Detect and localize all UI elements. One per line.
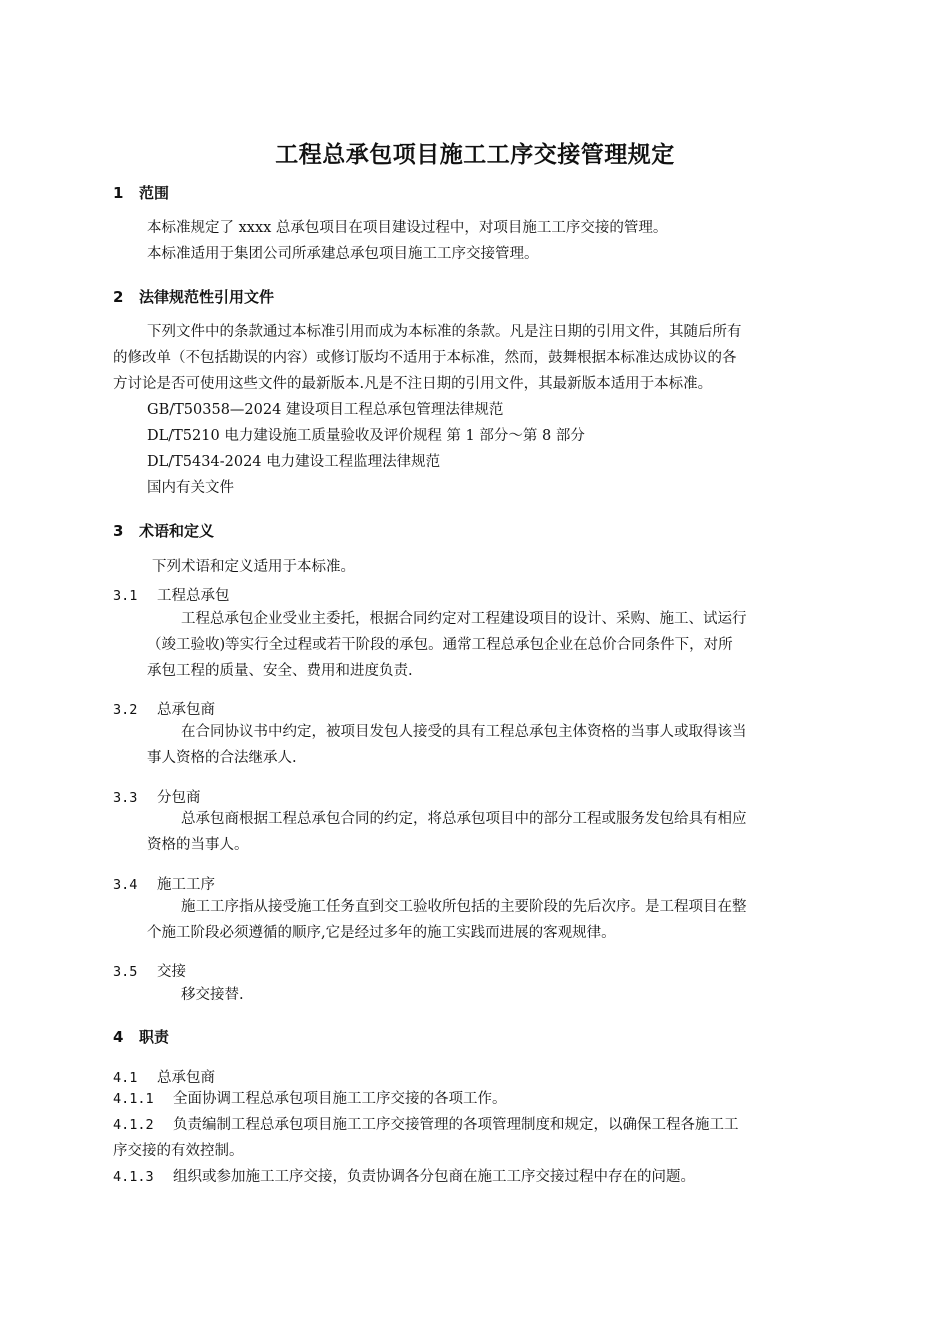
section-label: 术语和定义 (139, 522, 215, 540)
subsection-heading (113, 584, 230, 605)
subsection-heading (113, 873, 215, 894)
subsection-label: 总承包商 (157, 1070, 215, 1086)
paragraph-line: 在合同协议书中约定，被项目发包人接受的具有工程总承包主体资格的当事人或取得该当 (181, 724, 747, 740)
paragraph: 下列术语和定义适用于本标准。 (152, 559, 355, 575)
subsection-number: 3.4 (113, 877, 138, 893)
section-label: 范围 (139, 184, 170, 202)
subsection-number: 3.2 (113, 702, 138, 718)
paragraph: 本标准规定了 xxxx 总承包项目在项目建设过程中，对项目施工工序交接的管理。 (147, 220, 668, 236)
paragraph-line: 方讨论是否可使用这些文件的最新版本.凡是不注日期的引用文件，其最新版本适用于本标准。 (113, 376, 713, 392)
paragraph-line: 移交接替. (181, 987, 244, 1003)
subsection-label: 施工工序 (157, 877, 215, 893)
paragraph-line: 的修改单（不包括勘误的内容）或修订版均不适用于本标准，然而，鼓舞根据本标准达成协议的各 (113, 350, 737, 366)
clause-number: 4.1.3 (113, 1169, 154, 1185)
subsection-number: 3.5 (113, 964, 138, 980)
paragraph-line: 下列文件中的条款通过本标准引用而成为本标准的条款。凡是注日期的引用文件，其随后所有 (147, 324, 742, 340)
paragraph-line: 事人资格的合法继承人. (147, 750, 297, 766)
paragraph-line: （竣工验收)等实行全过程或若干阶段的承包。通常工程总承包企业在总价合同条件下，对所 (147, 637, 733, 653)
clause-text: 全面协调工程总承包项目施工工序交接的各项工作。 (173, 1091, 507, 1107)
section-label: 职责 (139, 1028, 170, 1046)
subsection-label: 工程总承包 (157, 588, 230, 604)
subsection-label: 总承包商 (157, 702, 215, 718)
section-number: 4 (113, 1028, 124, 1046)
subsection-label: 分包商 (157, 790, 201, 806)
section-number: 2 (113, 288, 124, 306)
section-heading-2 (113, 286, 274, 307)
paragraph: 本标准适用于集团公司所承建总承包项目施工工序交接管理。 (147, 246, 539, 262)
reference-item: 国内有关文件 (147, 480, 234, 496)
section-label: 法律规范性引用文件 (139, 288, 275, 306)
reference-item: DL/T5210 电力建设施工质量验收及评价规程 第 1 部分～第 8 部分 (147, 428, 585, 444)
paragraph-line: 施工工序指从接受施工任务直到交工验收所包括的主要阶段的先后次序。是工程项目在整 (181, 899, 747, 915)
document-title: 工程总承包项目施工工序交接管理规定 (275, 142, 675, 168)
subsection-number: 3.1 (113, 588, 138, 604)
section-heading-1 (113, 182, 169, 203)
subsection-label: 交接 (157, 964, 186, 980)
clause-number: 4.1.1 (113, 1091, 154, 1107)
clause-item (113, 1112, 739, 1138)
paragraph-line: 工程总承包企业受业主委托，根据合同约定对工程建设项目的设计、采购、施工、试运行 (181, 611, 747, 627)
clause-number: 4.1.2 (113, 1117, 154, 1133)
paragraph-line: 总承包商根据工程总承包合同的约定，将总承包项目中的部分工程或服务发包给具有相应 (181, 811, 747, 827)
subsection-number: 3.3 (113, 790, 138, 806)
reference-item: GB/T50358—2024 建设项目工程总承包管理法律规范 (147, 402, 504, 418)
section-number: 1 (113, 184, 124, 202)
reference-item: DL/T5434-2024 电力建设工程监理法律规范 (147, 454, 441, 470)
section-heading-4 (113, 1026, 169, 1047)
clause-item (113, 1164, 695, 1190)
subsection-heading (113, 698, 215, 719)
clause-text: 组织或参加施工工序交接，负责协调各分包商在施工工序交接过程中存在的问题。 (173, 1169, 695, 1185)
clause-text: 负责编制工程总承包项目施工工序交接管理的各项管理制度和规定，以确保工程各施工工 (173, 1117, 739, 1133)
clause-item (113, 1086, 507, 1112)
subsection-heading (113, 786, 201, 807)
paragraph-line: 个施工阶段必须遵循的顺序,它是经过多年的施工实践而进展的客观规律。 (147, 925, 616, 941)
paragraph-line: 承包工程的质量、安全、费用和进度负责. (147, 663, 413, 679)
section-number: 3 (113, 522, 124, 540)
paragraph-line: 资格的当事人。 (147, 837, 249, 853)
subsection-number: 4.1 (113, 1070, 138, 1086)
section-heading-3 (113, 520, 214, 541)
subsection-heading (113, 960, 186, 981)
subsection-heading (113, 1066, 215, 1087)
clause-continuation: 序交接的有效控制。 (113, 1143, 244, 1159)
